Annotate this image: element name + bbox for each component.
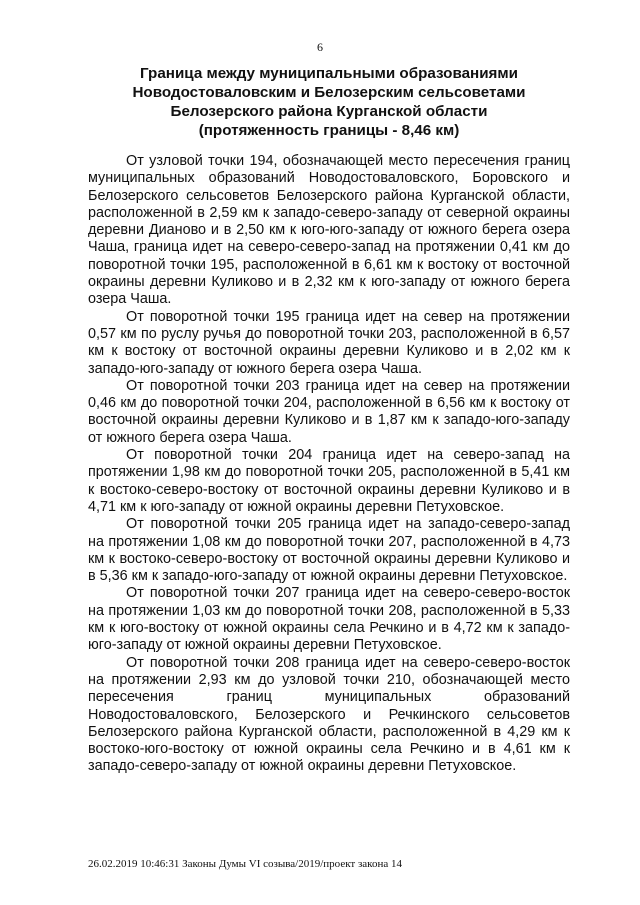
paragraph-6: От поворотной точки 207 граница идет на северо-северо-восток на протяжении 1,03 км до поворотной точки 208, расположенной в 5,33 км к юго-востоку от южной окраины села Речкино и в 4,72 км к западо-юго-западу от южной окраины деревни Петуховское. [88, 585, 570, 654]
title-line-3: Белозерского района Курганской области [170, 103, 488, 120]
paragraph-5: От поворотной точки 205 граница идет на западо-северо-запад на протяжении 1,08 км до поворотной точки 207, расположенной в 4,73 км к востоко-северо-востоку от восточной окраины деревни Куликово и в 5,36 км к западо-юго-западу от южной окраины деревни Петуховское. [88, 516, 570, 585]
page-number: 6 [317, 40, 323, 54]
paragraph-7: От поворотной точки 208 граница идет на северо-северо-восток на протяжении 2,93 км до узловой точки 210, обозначающей место пересечения границ муниципальных образований Новодостоваловского, Белозерского и Речкинского сельсоветов Белозерского района Курганской области, расположенной в 4,29 км к востоко-юго-востоку от южной окраины села Речкино и в 4,61 км к западо-северо-западу от южной окраины деревни Петуховское. [88, 654, 570, 775]
title-line-2: Новодостоваловским и Белозерским сельсоветами [132, 84, 526, 101]
title-line-1: Граница между муниципальными образованиями [140, 65, 518, 82]
document-body [88, 153, 570, 776]
paragraph-1: От узловой точки 194, обозначающей место пересечения границ муниципальных образований Новодостоваловского, Боровского и Белозерского сельсоветов Белозерского района Курганской области, расположенной в 2,59 км к западо-северо-западу от северной окраины деревни Дианово и в 2,50 км к юго-юго-западу от южного берега озера Чаша, граница идет на северо-северо-запад на протяжении 0,41 км до поворотной точки 195, расположенной в 6,61 км к востоку от восточной окраины деревни Куликово и в 2,32 км к юго-западу от южного берега озера Чаша. [88, 153, 570, 308]
paragraph-4: От поворотной точки 204 граница идет на северо-запад на протяжении 1,98 км до поворотной точки 205, расположенной в 5,41 км к востоко-северо-востоку от восточной окраины деревни Куликово и в 4,71 км к юго-западу от южной окраины деревни Петуховское. [88, 447, 570, 515]
page-footer: 26.02.2019 10:46:31 Законы Думы VI созыва/2019/проект закона 14 [88, 858, 402, 870]
paragraph-3: От поворотной точки 203 граница идет на север на протяжении 0,46 км до поворотной точки 204, расположенной в 6,56 км к востоку от восточной окраины деревни Куликово и в 1,87 км к западо-юго-западу от южного берега озера Чаша. [88, 377, 570, 446]
document-title [88, 64, 570, 140]
paragraph-2: От поворотной точки 195 граница идет на север на протяжении 0,57 км по руслу ручья до поворотной точки 203, расположенной в 6,57 км к востоку от восточной окраины деревни Куликово и в 2,02 км к западо-юго-западу от южного берега озера Чаша. [88, 308, 570, 377]
title-line-4: (протяженность границы - 8,46 км) [198, 122, 460, 139]
